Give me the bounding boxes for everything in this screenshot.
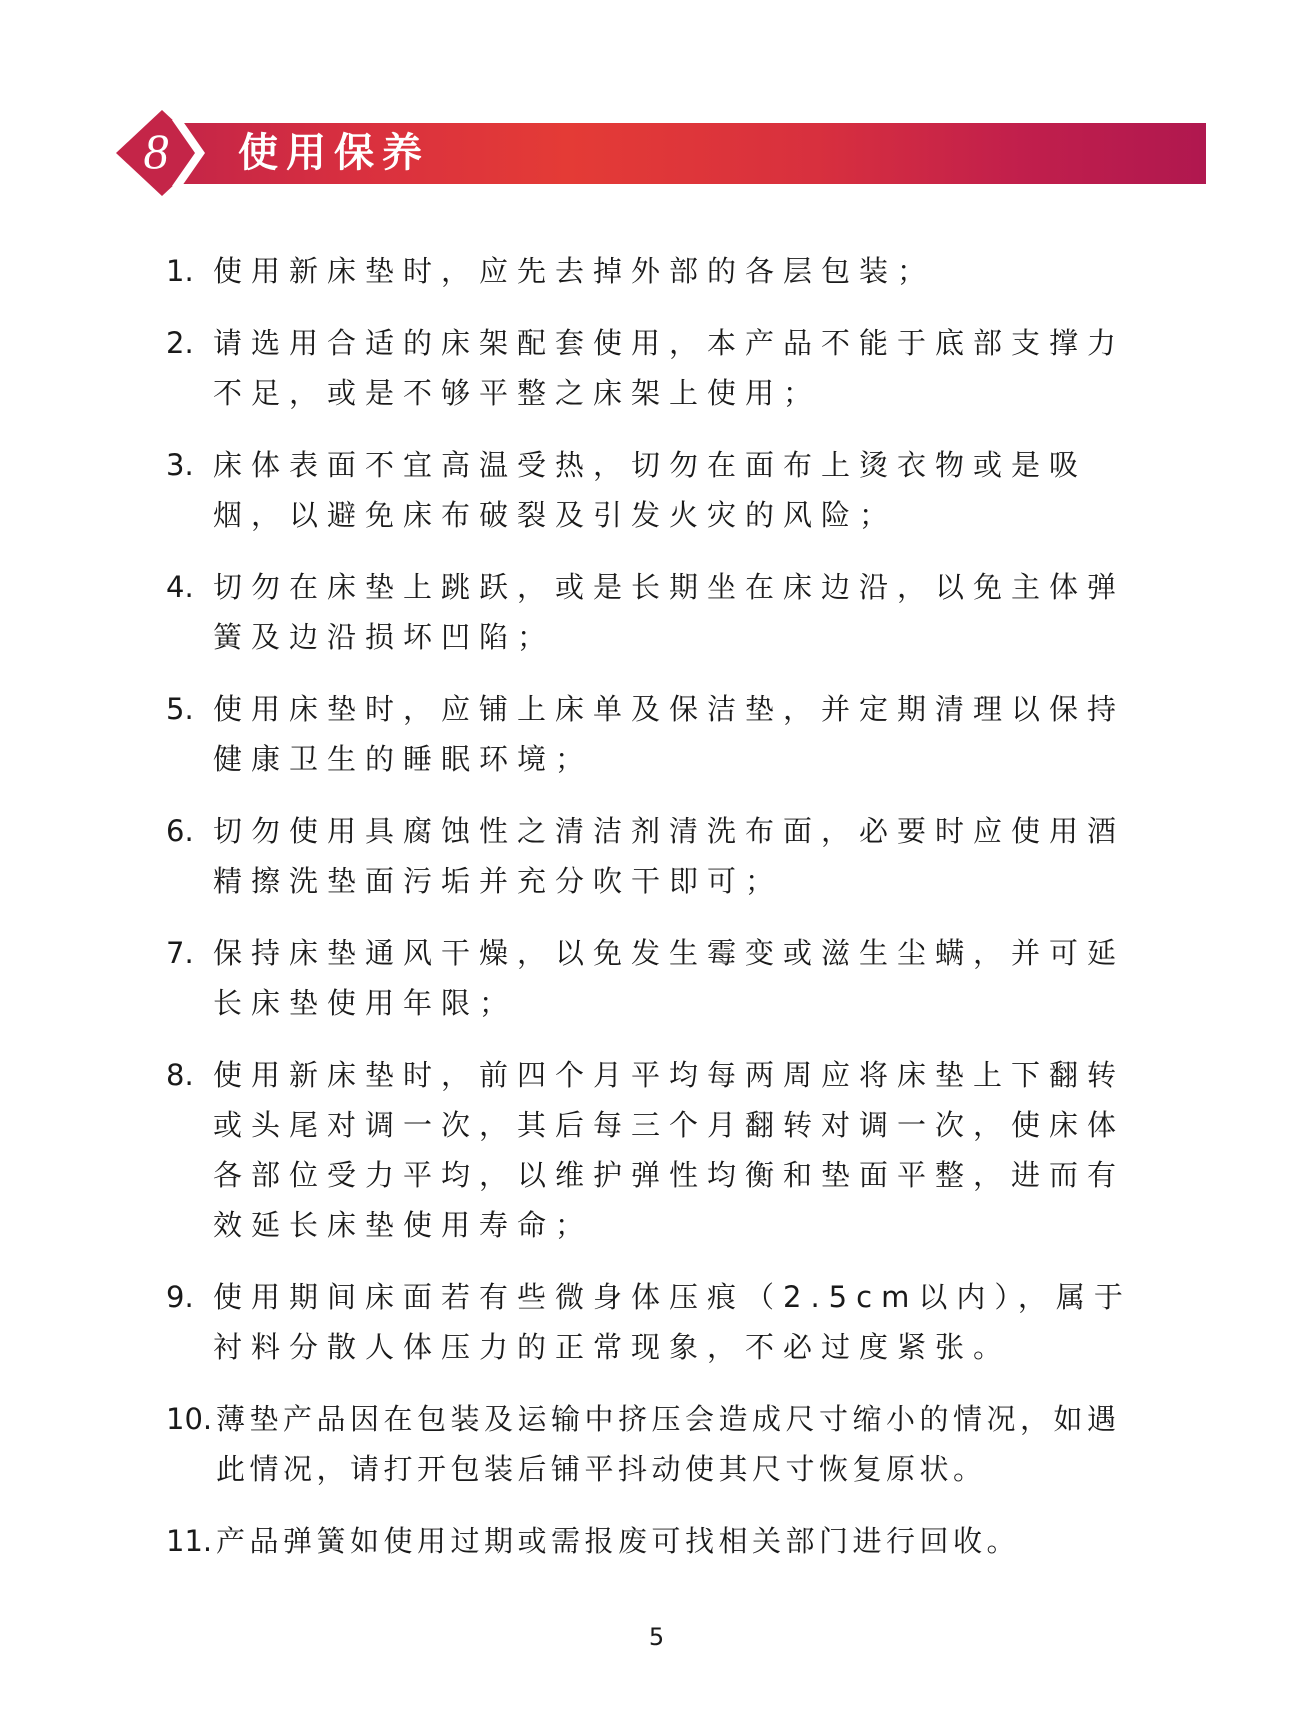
- list-item: [166, 928, 1146, 1028]
- item-text: 切勿在床垫上跳跃，或是长期坐在床边沿，以免主体弹簧及边沿损坏凹陷；: [213, 570, 1126, 654]
- item-number: 2.: [166, 326, 194, 360]
- item-number: 6.: [166, 814, 194, 848]
- list-item: [166, 1050, 1146, 1250]
- list-item: [166, 318, 1146, 418]
- page-number: 5: [648, 1623, 665, 1651]
- item-number: 9.: [166, 1280, 194, 1314]
- item-number: 7.: [166, 936, 194, 970]
- list-item: [166, 562, 1146, 662]
- section-number: 8: [143, 123, 169, 179]
- list-item: [166, 246, 1146, 296]
- item-number: 8.: [166, 1058, 194, 1092]
- item-text: 产品弹簧如使用过期或需报废可找相关部门进行回收。: [216, 1524, 1021, 1558]
- item-number: 5.: [166, 692, 194, 726]
- list-item: [166, 1516, 1146, 1566]
- item-text: 保持床垫通风干燥，以免发生霉变或滋生尘螨，并可延长床垫使用年限；: [213, 936, 1126, 1020]
- list-item: [166, 1272, 1146, 1372]
- item-text: 使用新床垫时，前四个月平均每两周应将床垫上下翻转或头尾对调一次，其后每三个月翻转对调一次，使床体各部位受力平均，以维护弹性均衡和垫面平整，进而有效延长床垫使用寿命；: [213, 1058, 1126, 1242]
- item-text: 请选用合适的床架配套使用，本产品不能于底部支撑力不足，或是不够平整之床架上使用；: [213, 326, 1126, 410]
- item-text: 使用期间床面若有些微身体压痕（2.5cm以内），属于衬料分散人体压力的正常现象，不必过度紧张。: [213, 1280, 1132, 1364]
- item-text: 切勿使用具腐蚀性之清洁剂清洗布面，必要时应使用酒精擦洗垫面污垢并充分吹干即可；: [213, 814, 1126, 898]
- item-number: 11.: [166, 1524, 213, 1558]
- section-title: 使用保养: [238, 130, 430, 176]
- item-text: 床体表面不宜高温受热，切勿在面布上烫衣物或是吸烟，以避免床布破裂及引发火灾的风险；: [213, 448, 1088, 532]
- item-text: 薄垫产品因在包装及运输中挤压会造成尺寸缩小的情况，如遇此情况，请打开包装后铺平抖动使其尺寸恢复原状。: [216, 1402, 1121, 1486]
- item-number: 10.: [166, 1402, 213, 1436]
- list-item: [166, 440, 1146, 540]
- list-item: [166, 806, 1146, 906]
- item-number: 1.: [166, 254, 194, 288]
- item-number: 4.: [166, 570, 194, 604]
- care-instructions-list: [166, 246, 1146, 1588]
- item-text: 使用床垫时，应铺上床单及保洁垫，并定期清理以保持健康卫生的睡眠环境；: [213, 692, 1126, 776]
- item-number: 3.: [166, 448, 194, 482]
- section-header: [116, 110, 1206, 196]
- list-item: [166, 684, 1146, 784]
- item-text: 使用新床垫时，应先去掉外部的各层包装；: [213, 254, 936, 288]
- section-number-badge: [116, 110, 208, 196]
- list-item: [166, 1394, 1146, 1494]
